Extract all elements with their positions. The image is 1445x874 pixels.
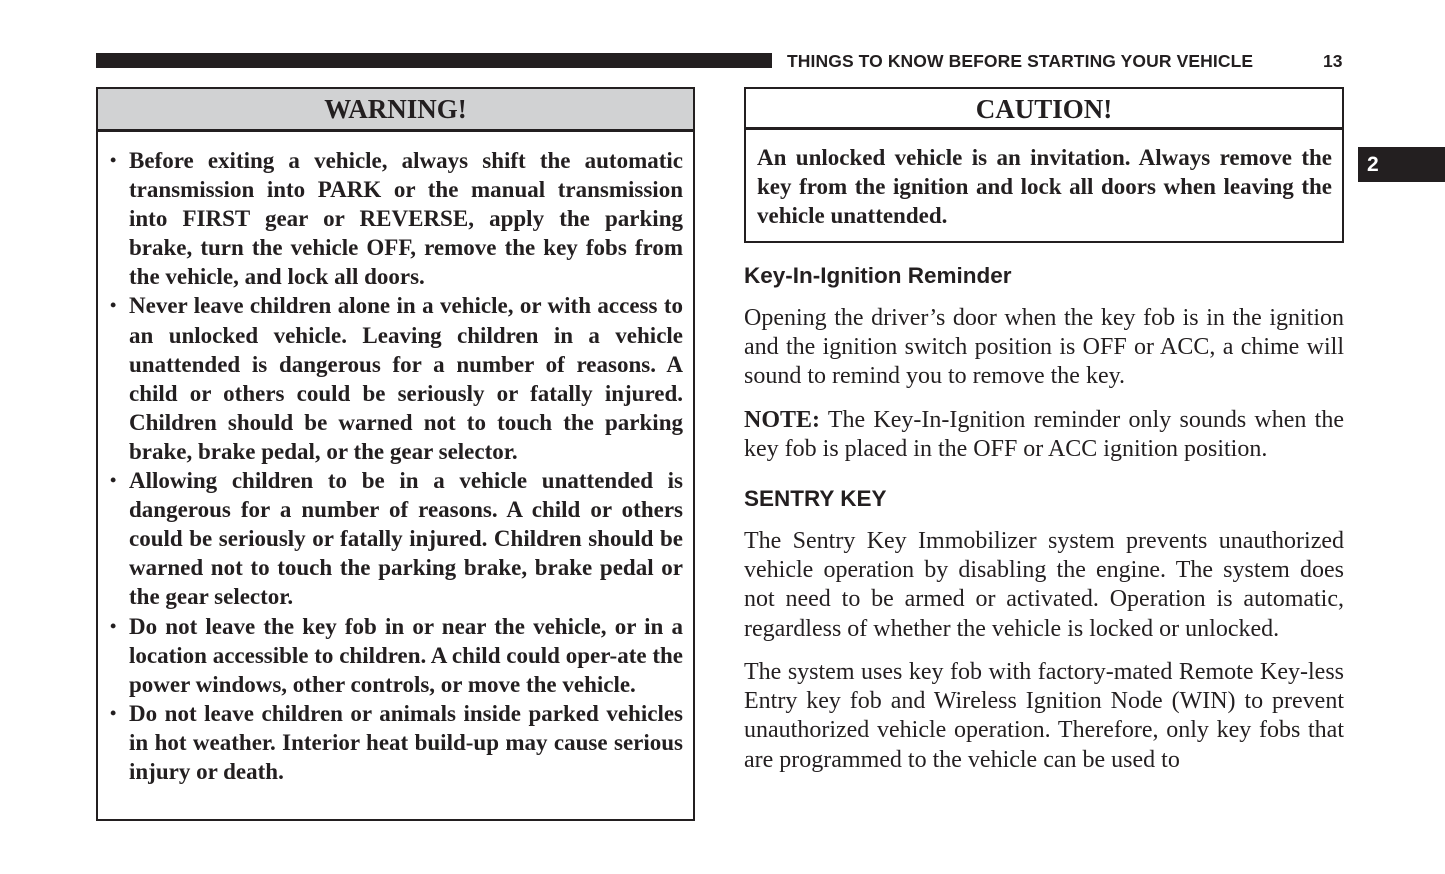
warning-item: • Before exiting a vehicle, always shift the automatic transmission into PARK or the manual transmission into FIRST gear or REVERSE, apply the parking brake, turn the vehicle OFF, remove the key fobs from the vehicle, and lock all doors.: [110, 148, 683, 290]
warning-item: • Do not leave the key fob in or near the vehicle, or in a location accessible to children. A child could oper-ate the power windows, other controls, or move the vehicle.: [110, 613, 683, 697]
warning-box: [96, 87, 695, 821]
bullet-icon: •: [110, 295, 117, 316]
note-label: NOTE:: [744, 407, 821, 433]
warning-item: • Do not leave children or animals inside parked vehicles in hot weather. Interior heat build-up may cause serious injury or death.: [110, 700, 683, 784]
running-header-title: THINGS TO KNOW BEFORE STARTING YOUR VEHICLE: [787, 51, 1254, 71]
page-number: 13: [1323, 51, 1343, 71]
warning-list: [98, 132, 693, 786]
bullet-icon: •: [110, 470, 117, 491]
key-in-ignition-heading: Key-In-Ignition Reminder: [744, 263, 1012, 288]
note-text: The Key-In-Ignition reminder only sounds when the key fob is placed in the OFF or ACC ignition position.: [744, 407, 1344, 463]
bullet-icon: •: [110, 150, 117, 170]
chapter-tab: 2: [1358, 147, 1445, 182]
warning-item: • Never leave children alone in a vehicle, or with access to an unlocked vehicle. Leaving children in a vehicle unattended is dangerous for a number of reasons. A child or others could be seriously or fatally injured. Children should be warned not to touch the parking brake, brake pedal, or the gear selector.: [110, 293, 683, 464]
sentry-key-paragraph-1: The Sentry Key Immobilizer system prevents unauthorized vehicle operation by disabling the engine. The system does not need to be armed or activated. Operation is automatic, regardless of whether the vehicle is locked or unlocked.: [744, 528, 1344, 642]
header-rule: [96, 53, 772, 68]
warning-title: WARNING!: [98, 89, 693, 132]
caution-title: CAUTION!: [746, 89, 1342, 130]
bullet-icon: •: [110, 702, 117, 723]
bullet-icon: •: [110, 615, 117, 636]
caution-box: [744, 87, 1344, 243]
sentry-key-heading: SENTRY KEY: [744, 486, 887, 511]
warning-item: • Allowing children to be in a vehicle unattended is dangerous for a number of reasons. A child or others could be seriously or fatally injured. Children should be warned not to touch the parking brake, brake pedal or the gear selector.: [110, 468, 683, 610]
key-in-ignition-note: [744, 406, 1344, 464]
key-in-ignition-paragraph: Opening the driver’s door when the key fob is in the ignition and the ignition switch position is OFF or ACC, a chime will sound to remind you to remove the key.: [744, 305, 1344, 390]
caution-body: An unlocked vehicle is an invitation. Always remove the key from the ignition and lock all doors when leaving the vehicle unattended.: [757, 145, 1332, 229]
sentry-key-paragraph-2: The system uses key fob with factory-mated Remote Key-less Entry key fob and Wireless Ignition Node (WIN) to prevent unauthorized vehicle operation. Therefore, only key fobs that are programmed to the vehicle can be used to: [744, 659, 1344, 773]
